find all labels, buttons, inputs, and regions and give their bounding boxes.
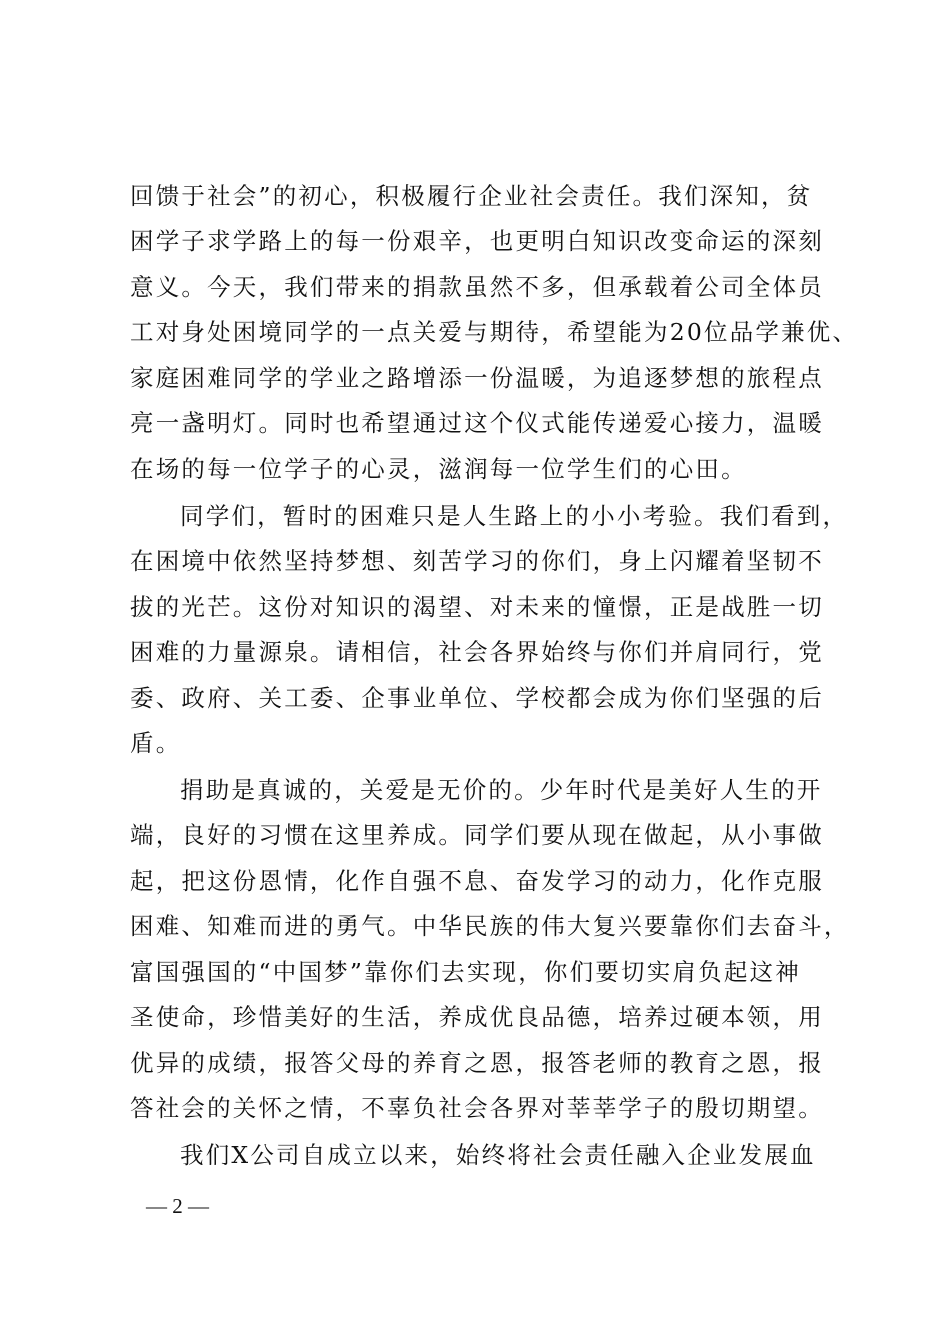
text-line: 富国强国的“中国梦”靠你们去实现，你们要切实肩负起这神 <box>130 958 801 986</box>
paragraph-start-line: 捐助是真诚的，关爱是无价的。少年时代是美好人生的开 <box>180 776 823 804</box>
text-line: 在场的每一位学子的心灵，滋润每一位学生们的心田。 <box>130 455 747 483</box>
text-line: 拔的光芒。这份对知识的渴望、对未来的憧憬，正是战胜一切 <box>130 593 824 621</box>
text-line: 盾。 <box>130 729 182 757</box>
page-number: — 2 — <box>146 1194 209 1218</box>
text-line: 工对身处困境同学的一点关爱与期待，希望能为20位品学兼优、 <box>130 318 859 346</box>
text-line: 圣使命，珍惜美好的生活，养成优良品德，培养过硬本领，用 <box>130 1003 824 1031</box>
text-line: 委、政府、关工委、企事业单位、学校都会成为你们坚强的后 <box>130 684 824 712</box>
text-line: 端，良好的习惯在这里养成。同学们要从现在做起，从小事做 <box>130 821 824 849</box>
paragraph-start-line: 我们X公司自成立以来，始终将社会责任融入企业发展血 <box>180 1141 816 1169</box>
text-line: 意义。今天，我们带来的捐款虽然不多，但承载着公司全体员 <box>130 273 824 301</box>
text-line: 困难、知难而进的勇气。中华民族的伟大复兴要靠你们去奋斗， <box>130 912 850 940</box>
text-line: 起，把这份恩情，化作自强不息、奋发学习的动力，化作克服 <box>130 867 824 895</box>
text-line: 回馈于社会”的初心，积极履行企业社会责任。我们深知，贫 <box>130 182 813 210</box>
text-line: 答社会的关怀之情，不辜负社会各界对莘莘学子的殷切期望。 <box>130 1094 824 1122</box>
text-line: 优异的成绩，报答父母的养育之恩，报答老师的教育之恩，报 <box>130 1049 824 1077</box>
text-line: 困学子求学路上的每一份艰辛，也更明白知识改变命运的深刻 <box>130 227 824 255</box>
text-line: 家庭困难同学的学业之路增添一份温暖，为追逐梦想的旅程点 <box>130 364 824 392</box>
text-line: 困难的力量源泉。请相信，社会各界始终与你们并肩同行，党 <box>130 638 824 666</box>
paragraph-start-line: 同学们，暂时的困难只是人生路上的小小考验。我们看到， <box>180 502 849 530</box>
text-line: 亮一盏明灯。同时也希望通过这个仪式能传递爱心接力，温暖 <box>130 409 824 437</box>
text-line: 在困境中依然坚持梦想、刻苦学习的你们，身上闪耀着坚韧不 <box>130 547 824 575</box>
